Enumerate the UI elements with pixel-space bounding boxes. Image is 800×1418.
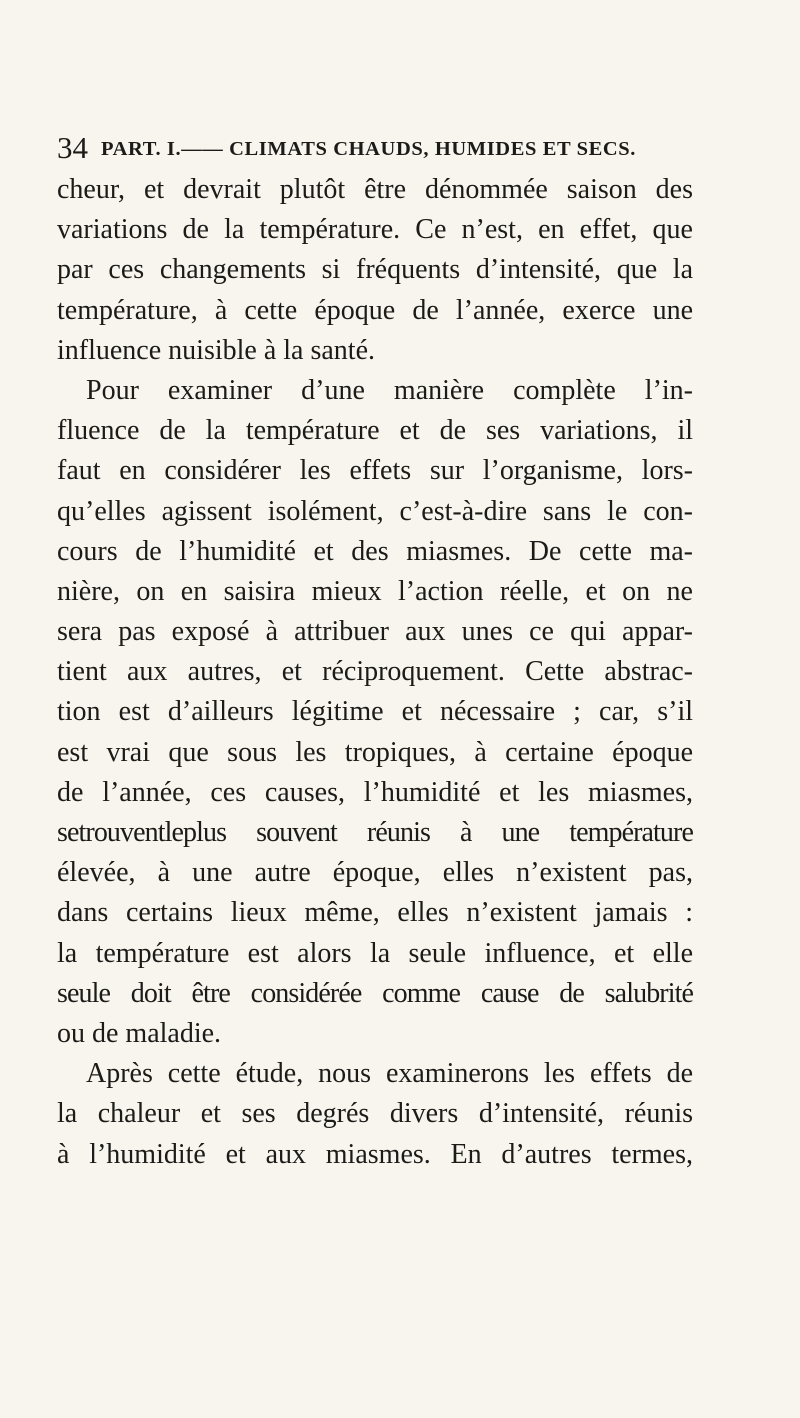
running-head: PART. I.—— CLIMATS CHAUDS, HUMIDES ET SECS. xyxy=(101,138,637,160)
text-line: Après cette étude, nous examinerons les effets de xyxy=(86,1058,693,1090)
text-line: influence nuisible à la santé. xyxy=(57,334,375,366)
text-line: température, à cette époque de l’année, exerce une xyxy=(57,294,693,326)
page-number: 34 xyxy=(57,130,88,165)
text-line: est vrai que sous les tropiques, à certaine époque xyxy=(57,736,693,768)
text-line: la chaleur et ses degrés divers d’intensité, réunis xyxy=(57,1098,693,1130)
text-line: seule doit être considérée comme cause de salubrité xyxy=(57,977,693,1009)
text-line: tient aux autres, et réciproquement. Cette abstrac- xyxy=(57,656,693,688)
text-line: setrouventleplus souvent réunis à une température xyxy=(57,817,693,848)
text-line: la température est alors la seule influence, et elle xyxy=(57,937,693,969)
body-text xyxy=(57,170,693,1175)
text-line: nière, on en saisira mieux l’action réelle, et on ne xyxy=(57,575,693,607)
text-line: fluence de la température et de ses variations, il xyxy=(57,415,693,447)
text-line: sera pas exposé à attribuer aux unes ce qui appar- xyxy=(57,616,693,648)
text-line: cheur, et devrait plutôt être dénommée saison des xyxy=(57,174,693,205)
text-line: cours de l’humidité et des miasmes. De cette ma- xyxy=(57,535,693,567)
text-line: ou de maladie. xyxy=(57,1017,222,1049)
page-header xyxy=(57,128,697,168)
text-line: faut en considérer les effets sur l’organisme, lors- xyxy=(57,455,693,487)
text-line: variations de la température. Ce n’est, en effet, que xyxy=(57,214,693,246)
text-line: par ces changements si fréquents d’intensité, que la xyxy=(57,254,693,286)
text-line: à l’humidité et aux miasmes. En d’autres termes, xyxy=(57,1138,693,1170)
text-line: dans certains lieux même, elles n’existent jamais : xyxy=(57,897,693,929)
text-line: élevée, à une autre époque, elles n’existent pas, xyxy=(57,857,693,889)
text-line: de l’année, ces causes, l’humidité et les miasmes, xyxy=(57,776,693,808)
text-line: Pour examiner d’une manière complète l’in- xyxy=(86,374,693,406)
text-line: tion est d’ailleurs légitime et nécessaire ; car, s’il xyxy=(57,696,693,728)
text-line: qu’elles agissent isolément, c’est-à-dire sans le con- xyxy=(57,495,693,527)
